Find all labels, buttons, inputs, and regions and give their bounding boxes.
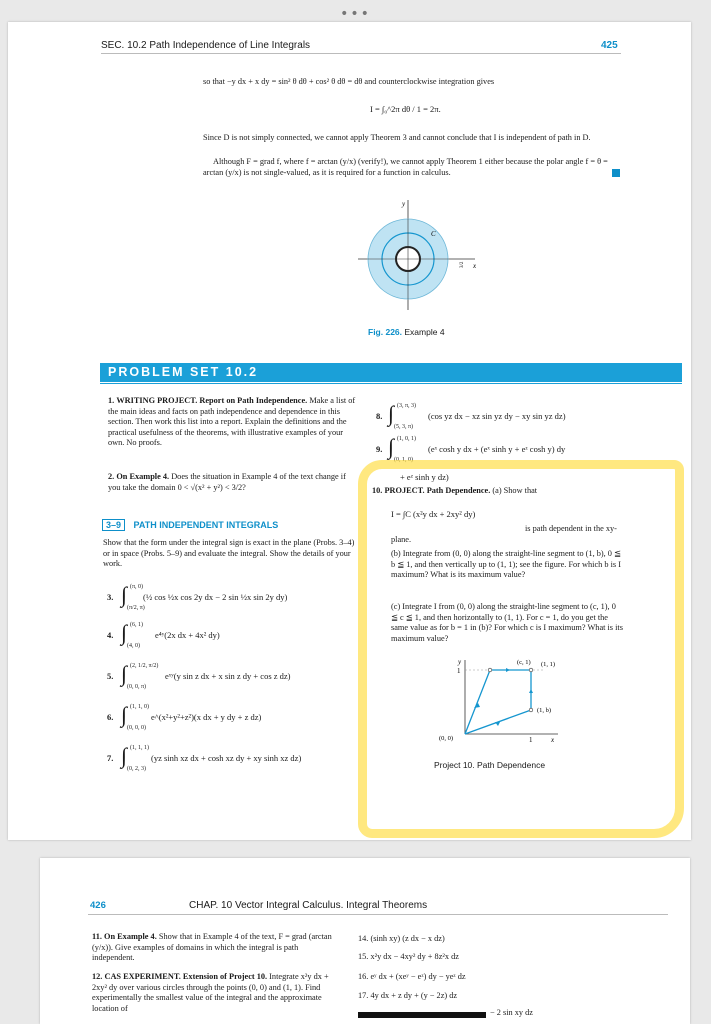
problem-2-text: Does the situation in Example 4 of the text change if you take the domain 0 < √(x² + y²) < 3/2? <box>108 472 346 492</box>
problem-2-title: On Example 4. <box>116 472 170 481</box>
fig10-1b-label: (1, b) <box>537 707 552 714</box>
problem-9-continuation: + eᶻ sinh y dz) <box>400 472 449 482</box>
range-title: PATH INDEPENDENT INTEGRALS <box>133 520 279 530</box>
problem-11 <box>92 932 340 964</box>
problem-1-number: 1. <box>108 396 115 405</box>
fig-tick-label: 3/2 <box>460 261 465 268</box>
problem-11-text: Show that in Example 4 of the text, F = grad (arctan (y/x)). Give examples of domains in which the integral is path independent. <box>92 932 332 963</box>
problem-8-number: 8. <box>376 411 383 421</box>
problem-11-title: On Example 4. <box>104 932 157 941</box>
page-426 <box>40 858 690 1024</box>
problem-set-title: PROBLEM SET 10.2 <box>108 365 259 379</box>
problem-1 <box>108 396 356 449</box>
problem-10-b: (b) Integrate from (0, 0) along the straight-line segment to (1, b), 0 ≦ b ≦ 1, and then vertically up to (1, 1); see the figure. For which b is I maximum? What is its maximum value? <box>391 549 621 580</box>
range-label: 3–9 <box>102 519 125 531</box>
paragraph-2: Although F = grad f, where f = arctan (y/x) (verify!), we cannot apply Theorem 1 either because the polar angle f = θ = arctan (y/x) is not single-valued, as it is required for a function in calculus. <box>203 157 608 177</box>
fig10-one-x: 1 <box>529 736 533 744</box>
header-rule <box>101 53 621 54</box>
fig10-y-label: y <box>458 658 462 666</box>
problem-10-c: (c) Integrate I from (0, 0) along the straight-line segment to (c, 1), 0 ≦ c ≦ 1, and then horizontally to (1, 1). For c = 1, do you get the same value as for b = 1 in (b)? For which c is I maximum? What is its maximum value? <box>391 602 623 643</box>
page2-running-header: CHAP. 10 Vector Integral Calculus. Integral Theorems <box>189 900 428 911</box>
problem-12-text: Integrate x²y dx + 2xy² dy over various circles through the points (0, 0) and (1, 1). Find experimentally the smallest value of the integral and the approximate location of <box>92 972 329 1013</box>
fig10-one-y: 1 <box>457 667 461 675</box>
project-10-caption: Project 10. Path Dependence <box>434 760 546 770</box>
problem-6-number: 6. <box>107 712 114 722</box>
range-instructions: Show that the form under the integral sign is exact in the plane (Probs. 3–4) or in space (Probs. 5–9) and evaluate the integral. Show the details of your work. <box>103 538 355 569</box>
page-425: SEC. 10.2 Path Independence of Line Integrals 425 so that −y dx + x dy = sin² θ dθ + cos² θ dθ = dθ and counterclockwise integration gives I = ∫₀^2π dθ / 1 = 2π. Since D is not simply connected, we cannot apply Theorem 3 and cannot conclude that I is independent of path in D. Although F = grad f, where f = arctan (y/x) (verify!), we cannot apply Theorem 1 either because the polar angle f = θ = arctan (y/x) is not single-valued, as it is required for a function in calculus. y x C 3/2 Fig. 226. Example 4 PROBLEM SET 10.2 1. WRITING PROJECT. Report on Path Independence. Make a list of the main ideas and facts on path independence and dependence in this section. Then work this list into a report. Explain the definitions and the practical usefulness of the theorems, with illustrative examples of your own. No proofs. 2. On Example 4. Does the situation in Example 4 of the text change if you take the domain 0 < √(x² + y²) < 3/2? 3–9 PATH INDEPENDENT INTEGRALS Show that the form under the integral sign is exact in the plane (Probs. 3–4) or in space (Probs. 5–9) and evaluate the integral. Show the details of your work. 3. ∫ (π, 0) (π/2, π) (½ cos ½x cos 2y dx − 2 sin ½x sin 2y dy) 4. ∫ (6, 1) (4, 0) e⁴ʸ(2x dx + 4x² dy) 5. ∫ (2, 1/2, π/2) (0, 0, π) eˣʸ(y sin z dx + x sin z dy + cos z dz) 6. ∫ (1, 1, 0) (0, 0, 0) e^(x²+y²+z²)(x dx + y dy + z dz) 7. ∫ (1, 1, 1) (0, 2, 3) (yz sinh xz dx + cosh xz dy + xy sinh xz dz) 8. ∫ (3, π, 3) (5, 3, π) (cos yz dx − xz sin yz dy − xy sin yz dz) 9. ∫ (1, 0, 1) (0, 1, 0) (eˣ cosh y dx + (eˣ sinh y + eᶻ cosh y) dy + eᶻ sinh y dz) 10. PROJECT. Path Dependence. (a) Show that I = ∫C (x²y dx + 2xy² dy) is path dependent in the xy-plane. (b) Integrate from (0, 0) along the straight-line segment to (1, b), 0 ≦ b ≦ 1, and then vertically up to (1, 1); see the figure. For which b is I maximum? What is its maximum value? (c) Integrate I from (0, 0) along the straight-line segment to (c, 1), 0 ≦ c ≦ 1, and then horizontally to (1, 1). For c = 1, do you get the same value as for b = 1 in (b)? For which c is I maximum? What is its maximum value? y 1 (c, 1) (1, 1) (1, b) (0, 0) 1 x Project 10. Path Dependence <box>8 22 691 840</box>
fig-caption-text: Example 4 <box>404 327 445 337</box>
band-rule <box>100 383 682 384</box>
problem-18-partial: − 2 sin xy dz <box>490 1008 533 1017</box>
problem-10-title: PROJECT. Path Dependence. <box>384 486 491 495</box>
problem-12-number: 12. <box>92 972 103 981</box>
problem-3-number: 3. <box>107 592 114 602</box>
fig10-11-label: (1, 1) <box>541 661 556 668</box>
end-of-example-square <box>612 169 620 177</box>
problem-12 <box>92 972 340 1014</box>
fig-caption-number: Fig. 226. <box>368 327 403 337</box>
path-to-c1 <box>465 670 490 734</box>
project-10-figure <box>433 656 573 744</box>
paragraph-1: Since D is not simply connected, we cannot apply Theorem 3 and cannot conclude that I is independent of path in D. <box>203 133 591 142</box>
problem-1-title: WRITING PROJECT. Report on Path Independence. <box>116 396 308 405</box>
problem-1-text: Make a list of the main ideas and facts on path independence and dependence in this section. Then work this list into a report. Explain the definitions and the practical usefulness of the theorems, with illustrative examples of your own. No proofs. <box>108 396 356 448</box>
page2-number: 426 <box>90 900 106 911</box>
fig-y-label: y <box>402 200 406 208</box>
problem-12-title: CAS EXPERIMENT. Extension of Project 10. <box>104 972 268 981</box>
fig10-origin-label: (0, 0) <box>439 735 454 742</box>
problem-7-number: 7. <box>107 753 114 763</box>
figure-226 <box>353 192 493 322</box>
fig10-x-label: x <box>551 736 555 744</box>
problem-16: 16. eʸ dx + (xeʸ − eᶻ) dy − yeᶻ dz <box>358 972 466 981</box>
integral-equation: I = ∫₀^2π dθ / 1 = 2π. <box>370 104 441 114</box>
problem-2-number: 2. <box>108 472 115 481</box>
problem-10-a-rest: is path dependent in the xy-plane. <box>391 524 617 544</box>
page-number: 425 <box>601 40 618 51</box>
fig-curve-label: C <box>431 230 436 238</box>
problem-10-heading <box>372 486 622 497</box>
fig10-c1-label: (c, 1) <box>517 659 531 666</box>
problem-10-number: 10. <box>372 486 383 495</box>
problem-set-band <box>100 363 682 382</box>
problem-5-number: 5. <box>107 671 114 681</box>
problem-15: 15. x²y dx − 4xy² dy + 8z²x dz <box>358 952 459 961</box>
problem-17: 17. 4y dx + z dy + (y − 2z) dz <box>358 991 458 1000</box>
problem-9-number: 9. <box>376 444 383 454</box>
running-header: SEC. 10.2 Path Independence of Line Integrals <box>101 40 311 51</box>
problem-10-a-equation: I = ∫C (x²y dx + 2xy² dy) <box>391 509 476 519</box>
problem-11-number: 11. <box>92 932 102 941</box>
problem-10-a-intro: (a) Show that <box>492 486 538 495</box>
obscured-line <box>358 1012 486 1018</box>
fig-x-label: x <box>473 262 477 270</box>
problem-4-number: 4. <box>107 630 114 640</box>
top-dots: ••• <box>340 6 371 22</box>
problem-2 <box>108 472 356 493</box>
problem-14: 14. (sinh xy) (z dx − x dz) <box>358 934 445 943</box>
page2-header-rule <box>88 914 668 915</box>
fig-226-caption <box>368 327 445 337</box>
range-heading <box>102 520 278 530</box>
intro-line: so that −y dx + x dy = sin² θ dθ + cos² θ dθ = dθ and counterclockwise integration gives <box>203 77 495 86</box>
